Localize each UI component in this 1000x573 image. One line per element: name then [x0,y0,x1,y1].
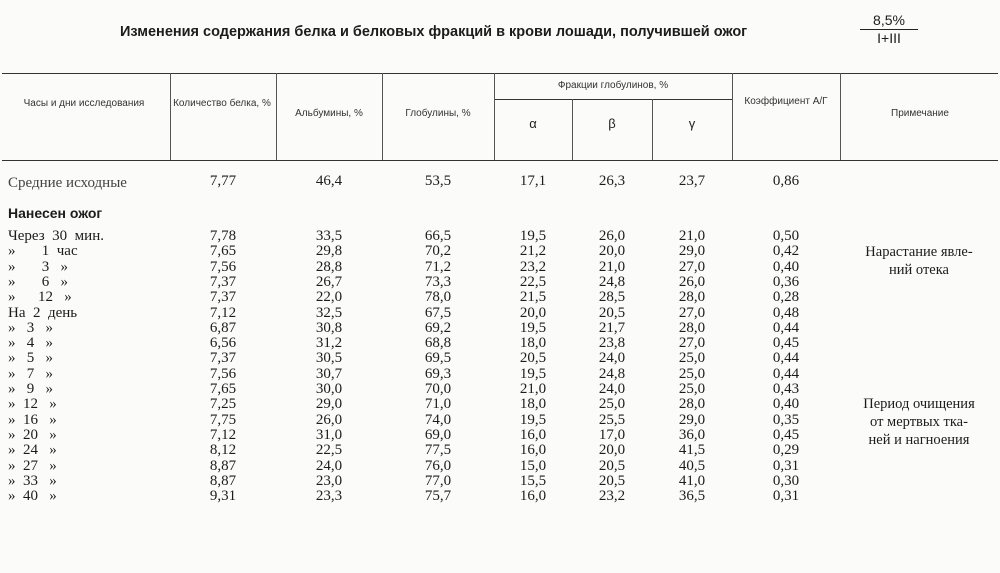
row-gamma: 21,0 [678,228,706,244]
row-protein: 7,25 [209,396,237,413]
row-label: » 20 » [8,426,57,443]
row-globulin: 70,2 [424,243,452,260]
baseline-alpha: 17,1 [519,173,547,189]
row-albumin: 31,0 [315,426,343,443]
title-text: Изменения содержания белка и белковых фракций в крови лошади, получившей ожог [120,24,748,40]
row-gamma: 25,0 [678,350,706,367]
row-globulin: 69,5 [424,350,452,367]
row-alpha: 21,0 [519,381,547,397]
row-coef: 0,40 [772,258,800,275]
row-beta: 24,0 [598,350,626,367]
row-globulin: 66,5 [424,228,452,244]
row-protein: 7,12 [209,426,237,443]
row-alpha: 20,0 [519,304,547,321]
row-globulin: 73,3 [424,273,452,290]
row-label: На 2 день [8,304,78,321]
row-gamma: 25,0 [678,365,706,382]
row-protein: 7,56 [209,258,237,275]
row-globulin: 77,5 [424,442,452,459]
row-protein: 7,65 [209,243,237,260]
baseline-coef: 0,86 [772,173,800,189]
row-gamma: 36,5 [678,488,706,505]
row-albumin: 33,5 [315,228,343,244]
baseline-gamma: 23,7 [678,173,706,189]
row-beta: 21,0 [598,258,626,275]
row-beta: 20,0 [598,442,626,459]
row-coef: 0,36 [772,273,800,290]
row-alpha: 16,0 [519,426,547,443]
row-protein: 7,37 [209,350,237,367]
group-label: Нанесен ожог [8,205,103,221]
header-bottom-rule [2,160,998,161]
row-albumin: 26,0 [315,411,343,428]
header-albumin: Альбумины, % [295,108,363,119]
note-line: Нарастание явле- [865,244,973,260]
row-gamma: 29,0 [678,411,706,428]
row-gamma: 29,0 [678,243,706,260]
row-beta: 17,0 [598,426,626,443]
fraction-bottom: I+III [877,30,901,46]
row-label: » 4 » [8,335,53,352]
row-protein: 7,37 [209,289,237,306]
row-coef: 0,43 [772,381,800,397]
row-alpha: 21,5 [519,289,547,306]
row-albumin: 31,2 [315,335,343,352]
row-label: » 12 » [8,396,57,413]
header-note: Примечание [891,108,949,119]
row-globulin: 75,7 [424,488,452,505]
row-globulin: 69,2 [424,319,452,336]
row-gamma: 36,0 [678,426,706,443]
row-globulin: 68,8 [424,335,452,352]
row-protein: 9,31 [209,488,237,505]
header-protein: Количество белка, % [173,98,271,109]
row-label: » 16 » [8,411,57,428]
header-divider-2 [382,73,383,160]
row-gamma: 26,0 [678,273,706,290]
row-beta: 25,5 [598,411,626,428]
row-beta: 21,7 [598,319,626,336]
row-coef: 0,28 [772,289,800,306]
title-fraction [860,12,918,46]
header-divider-0 [170,73,171,160]
note-line: ней и нагноения [868,432,970,448]
row-globulin: 70,0 [424,381,452,397]
row-albumin: 30,8 [315,319,343,336]
row-gamma: 25,0 [678,381,706,397]
row-label: » 1 час [8,243,78,260]
row-beta: 23,8 [598,335,626,352]
header-divider-3 [494,73,495,160]
row-label: » 12 » [8,289,72,306]
row-globulin: 74,0 [424,411,452,428]
row-coef: 0,45 [772,335,800,352]
row-coef: 0,48 [772,304,800,321]
row-gamma: 28,0 [678,396,706,413]
row-coef: 0,42 [772,243,800,260]
row-beta: 24,8 [598,273,626,290]
header-divider-7 [840,73,841,160]
row-protein: 8,87 [209,472,237,489]
row-alpha: 22,5 [519,273,547,290]
table-top-rule [2,73,998,74]
row-label: » 3 » [8,258,68,275]
header-divider-6 [732,73,733,160]
baseline-protein: 7,77 [209,173,237,189]
row-globulin: 71,2 [424,258,452,275]
fraction-top: 8,5% [860,12,918,30]
row-coef: 0,44 [772,319,800,336]
row-alpha: 20,5 [519,350,547,367]
header-time: Часы и дни исследования [23,98,145,109]
row-label: » 7 » [8,365,53,382]
baseline-globulin: 53,5 [424,173,452,189]
row-globulin: 69,3 [424,365,452,382]
row-gamma: 27,0 [678,335,706,352]
row-albumin: 29,8 [315,243,343,260]
row-albumin: 30,5 [315,350,343,367]
row-label: Через 30 мин. [8,228,104,244]
row-alpha: 18,0 [519,396,547,413]
row-albumin: 28,8 [315,258,343,275]
row-albumin: 22,5 [315,442,343,459]
note-line: от мертвых тка- [870,414,968,430]
row-gamma: 27,0 [678,304,706,321]
row-beta: 20,5 [598,472,626,489]
row-gamma: 40,5 [678,457,706,474]
row-beta: 28,5 [598,289,626,306]
table-title [120,12,940,46]
row-alpha: 15,0 [519,457,547,474]
row-globulin: 71,0 [424,396,452,413]
row-alpha: 16,0 [519,488,547,505]
header-coef: Коэффициент А/Г [744,96,828,107]
row-coef: 0,40 [772,396,800,413]
row-protein: 8,87 [209,457,237,474]
note-line: ний отека [889,262,949,278]
baseline-label: Средние исходные [8,175,127,191]
row-protein: 7,56 [209,365,237,382]
header-fractions: Фракции глобулинов, % [557,80,669,91]
row-albumin: 29,0 [315,396,343,413]
row-albumin: 22,0 [315,289,343,306]
row-beta: 23,2 [598,488,626,505]
row-alpha: 23,2 [519,258,547,275]
row-alpha: 18,0 [519,335,547,352]
row-label: » 24 » [8,442,57,459]
row-gamma: 28,0 [678,289,706,306]
row-protein: 7,78 [209,228,237,244]
row-gamma: 28,0 [678,319,706,336]
row-label: » 33 » [8,472,57,489]
row-protein: 7,65 [209,381,237,397]
row-globulin: 76,0 [424,457,452,474]
row-alpha: 21,2 [519,243,547,260]
row-beta: 20,5 [598,457,626,474]
row-beta: 24,8 [598,365,626,382]
row-label: » 6 » [8,273,68,290]
row-alpha: 19,5 [519,365,547,382]
row-protein: 7,37 [209,273,237,290]
row-albumin: 23,0 [315,472,343,489]
row-gamma: 41,0 [678,472,706,489]
header-divider-1 [276,73,277,160]
row-coef: 0,50 [772,228,800,244]
row-coef: 0,35 [772,411,800,428]
row-label: » 27 » [8,457,57,474]
row-protein: 7,75 [209,411,237,428]
row-beta: 24,0 [598,381,626,397]
header-alpha: α [529,116,537,131]
baseline-beta: 26,3 [598,173,626,189]
header-gamma: γ [688,116,696,131]
row-beta: 26,0 [598,228,626,244]
note-line: Период очищения [863,396,975,412]
row-beta: 20,5 [598,304,626,321]
row-protein: 7,12 [209,304,237,321]
row-protein: 8,12 [209,442,237,459]
row-protein: 6,56 [209,335,237,352]
row-gamma: 41,5 [678,442,706,459]
row-albumin: 32,5 [315,304,343,321]
fractions-rule [494,99,732,100]
row-globulin: 67,5 [424,304,452,321]
row-alpha: 15,5 [519,472,547,489]
row-albumin: 30,0 [315,381,343,397]
row-coef: 0,44 [772,350,800,367]
row-beta: 20,0 [598,243,626,260]
row-albumin: 23,3 [315,488,343,505]
row-alpha: 19,5 [519,319,547,336]
row-alpha: 19,5 [519,411,547,428]
row-label: » 40 » [8,488,57,505]
row-globulin: 78,0 [424,289,452,306]
row-alpha: 19,5 [519,228,547,244]
row-coef: 0,29 [772,442,800,459]
row-alpha: 16,0 [519,442,547,459]
row-albumin: 26,7 [315,273,343,290]
header-globulin: Глобулины, % [405,108,471,119]
header-beta: β [608,116,616,131]
row-gamma: 27,0 [678,258,706,275]
row-label: » 3 » [8,319,53,336]
row-coef: 0,31 [772,488,800,505]
row-albumin: 30,7 [315,365,343,382]
row-label: » 5 » [8,350,53,367]
baseline-albumin: 46,4 [315,173,343,189]
row-coef: 0,30 [772,472,800,489]
row-coef: 0,45 [772,426,800,443]
row-albumin: 24,0 [315,457,343,474]
row-globulin: 77,0 [424,472,452,489]
row-coef: 0,44 [772,365,800,382]
row-label: » 9 » [8,381,53,397]
row-beta: 25,0 [598,396,626,413]
row-globulin: 69,0 [424,426,452,443]
row-coef: 0,31 [772,457,800,474]
row-protein: 6,87 [209,319,237,336]
